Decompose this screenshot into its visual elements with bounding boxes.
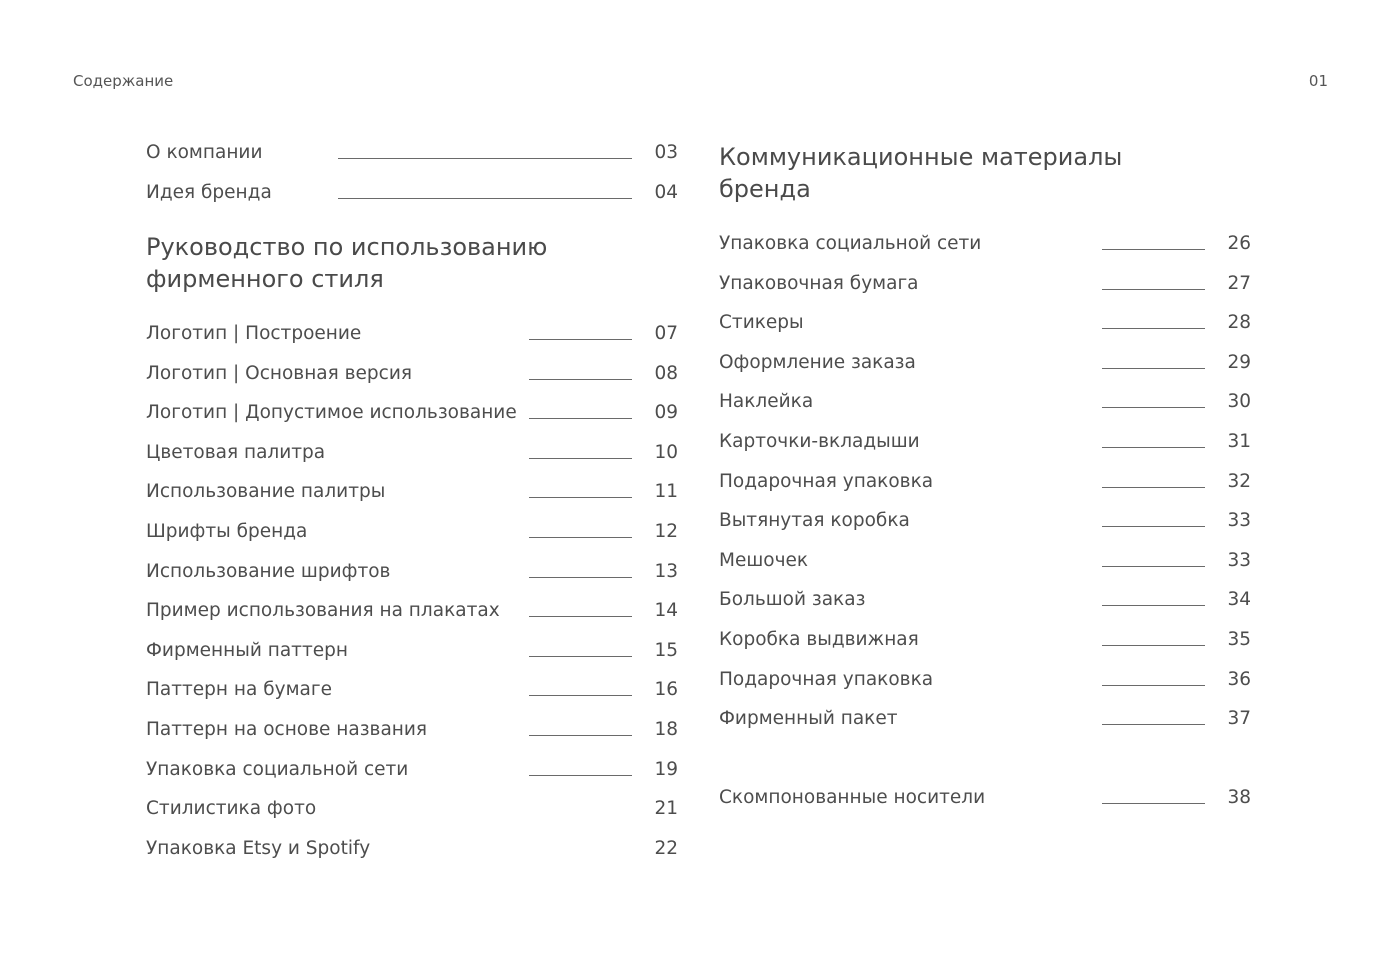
toc-entry-label: Паттерн на бумаге: [146, 679, 332, 700]
toc-entry[interactable]: [719, 428, 1251, 456]
toc-entry[interactable]: [146, 320, 678, 348]
toc-entry-label: Логотип | Построение: [146, 323, 362, 344]
toc-entry[interactable]: [719, 309, 1251, 337]
toc-entry[interactable]: [719, 705, 1251, 733]
toc-entry-label: Стилистика фото: [146, 798, 317, 819]
toc-entry[interactable]: [719, 547, 1251, 575]
toc-leader-line: [1102, 526, 1205, 527]
toc-entry[interactable]: [719, 507, 1251, 535]
toc-entry-label: Упаковочная бумага: [719, 273, 919, 294]
toc-entry-page: 19: [654, 759, 678, 780]
toc-leader-line: [529, 537, 632, 538]
toc-leader-line: [1102, 605, 1205, 606]
toc-entry-page: 28: [1227, 312, 1251, 333]
toc-entry-page: 09: [654, 402, 678, 423]
toc-leader-line: [529, 497, 632, 498]
toc-leader-line: [338, 198, 632, 199]
toc-entry-page: 33: [1227, 510, 1251, 531]
toc-leader-line: [529, 379, 632, 380]
toc-entry-brand-idea[interactable]: [146, 179, 678, 207]
toc-leader-line: [529, 458, 632, 459]
toc-entry-composed-media[interactable]: [719, 784, 1251, 812]
toc-leader-line: [1102, 289, 1205, 290]
page-number: 01: [1308, 72, 1328, 90]
toc-entry[interactable]: [146, 360, 678, 388]
toc-entry[interactable]: [719, 349, 1251, 377]
toc-entry-page: 27: [1227, 273, 1251, 294]
toc-entry-page: 34: [1227, 589, 1251, 610]
toc-entry-label: Идея бренда: [146, 182, 272, 203]
toc-leader-line: [529, 577, 632, 578]
toc-leader-line: [338, 158, 632, 159]
toc-entry-page: 22: [654, 838, 678, 859]
toc-leader-line: [529, 339, 632, 340]
toc-entry-label: Использование палитры: [146, 481, 386, 502]
toc-entry-page: 30: [1227, 391, 1251, 412]
toc-entry[interactable]: [719, 270, 1251, 298]
toc-entry-label: Логотип | Основная версия: [146, 363, 413, 384]
toc-entry-page: 35: [1227, 629, 1251, 650]
toc-entry-page: 14: [654, 600, 678, 621]
toc-leader-line: [1102, 566, 1205, 567]
toc-entry-label: Цветовая палитра: [146, 442, 326, 463]
toc-leader-line: [1102, 645, 1205, 646]
section-title-brand-guide: Руководство по использованию фирменного стиля: [146, 233, 548, 293]
toc-entry[interactable]: [719, 388, 1251, 416]
toc-entry-page: 26: [1227, 233, 1251, 254]
toc-entry[interactable]: [146, 558, 678, 586]
toc-entry-page: 11: [654, 481, 678, 502]
toc-entry[interactable]: [146, 676, 678, 704]
toc-entry[interactable]: [146, 439, 678, 467]
toc-leader-line: [529, 735, 632, 736]
toc-entry-page: 37: [1227, 708, 1251, 729]
toc-entry-page: 38: [1227, 787, 1251, 808]
toc-entry-label: О компании: [146, 142, 263, 163]
toc-entry-label: Шрифты бренда: [146, 521, 308, 542]
toc-entry-label: Оформление заказа: [719, 352, 916, 373]
toc-entry-page: 33: [1227, 550, 1251, 571]
toc-entry-page: 07: [654, 323, 678, 344]
toc-entry-label: Подарочная упаковка: [719, 669, 934, 690]
toc-leader-line: [1102, 407, 1205, 408]
toc-entry-label: Использование шрифтов: [146, 561, 391, 582]
toc-entry[interactable]: [146, 597, 678, 625]
toc-entry-page: 15: [654, 640, 678, 661]
toc-entry-page: 31: [1227, 431, 1251, 452]
toc-entry-about[interactable]: [146, 139, 678, 167]
toc-entry-label: Упаковка социальной сети: [146, 759, 409, 780]
toc-entry[interactable]: [146, 795, 678, 823]
toc-leader-line: [1102, 724, 1205, 725]
toc-leader-line: [529, 775, 632, 776]
toc-entry[interactable]: [719, 626, 1251, 654]
toc-entry-page: 08: [654, 363, 678, 384]
toc-entry[interactable]: [146, 399, 678, 427]
toc-entry-page: 04: [654, 182, 678, 203]
toc-entry[interactable]: [146, 478, 678, 506]
toc-entry-label: Логотип | Допустимое использование: [146, 402, 517, 423]
toc-entry-page: 16: [654, 679, 678, 700]
document-title: Содержание: [73, 72, 174, 90]
toc-leader-line: [1102, 328, 1205, 329]
section-title-communication: Коммуникационные материалы бренда: [719, 143, 1123, 203]
toc-entry[interactable]: [146, 637, 678, 665]
toc-leader-line: [1102, 487, 1205, 488]
toc-entry-page: 12: [654, 521, 678, 542]
toc-leader-line: [1102, 803, 1205, 804]
toc-entry-label: Паттерн на основе названия: [146, 719, 428, 740]
toc-entry[interactable]: [719, 230, 1251, 258]
toc-entry-page: 29: [1227, 352, 1251, 373]
toc-entry-label: Подарочная упаковка: [719, 471, 934, 492]
toc-entry-label: Наклейка: [719, 391, 814, 412]
toc-entry[interactable]: [719, 586, 1251, 614]
toc-entry-page: 18: [654, 719, 678, 740]
toc-entry-label: Упаковка социальной сети: [719, 233, 982, 254]
toc-entry[interactable]: [146, 518, 678, 546]
toc-leader-line: [1102, 447, 1205, 448]
toc-entry-label: Фирменный паттерн: [146, 640, 348, 661]
toc-leader-line: [529, 616, 632, 617]
toc-entry-label: Стикеры: [719, 312, 804, 333]
toc-entry-label: Фирменный пакет: [719, 708, 898, 729]
toc-entry-label: Скомпонованные носители: [719, 787, 986, 808]
toc-entry[interactable]: [146, 716, 678, 744]
toc-entry-label: Мешочек: [719, 550, 809, 571]
toc-entry-page: 03: [654, 142, 678, 163]
toc-entry-label: Карточки-вкладыши: [719, 431, 920, 452]
toc-leader-line: [1102, 249, 1205, 250]
toc-entry-page: 21: [654, 798, 678, 819]
toc-leader-line: [529, 695, 632, 696]
toc-entry[interactable]: [719, 468, 1251, 496]
toc-entry[interactable]: [146, 835, 678, 863]
toc-entry-label: Пример использования на плакатах: [146, 600, 500, 621]
toc-leader-line: [529, 418, 632, 419]
toc-entry[interactable]: [719, 666, 1251, 694]
toc-entry-label: Упаковка Etsy и Spotify: [146, 838, 371, 859]
toc-leader-line: [1102, 685, 1205, 686]
toc-leader-line: [529, 656, 632, 657]
toc-entry-page: 13: [654, 561, 678, 582]
toc-entry-page: 10: [654, 442, 678, 463]
toc-leader-line: [1102, 368, 1205, 369]
toc-entry-page: 36: [1227, 669, 1251, 690]
toc-entry[interactable]: [146, 756, 678, 784]
toc-entry-label: Коробка выдвижная: [719, 629, 919, 650]
toc-entry-label: Большой заказ: [719, 589, 866, 610]
toc-entry-label: Вытянутая коробка: [719, 510, 910, 531]
toc-entry-page: 32: [1227, 471, 1251, 492]
